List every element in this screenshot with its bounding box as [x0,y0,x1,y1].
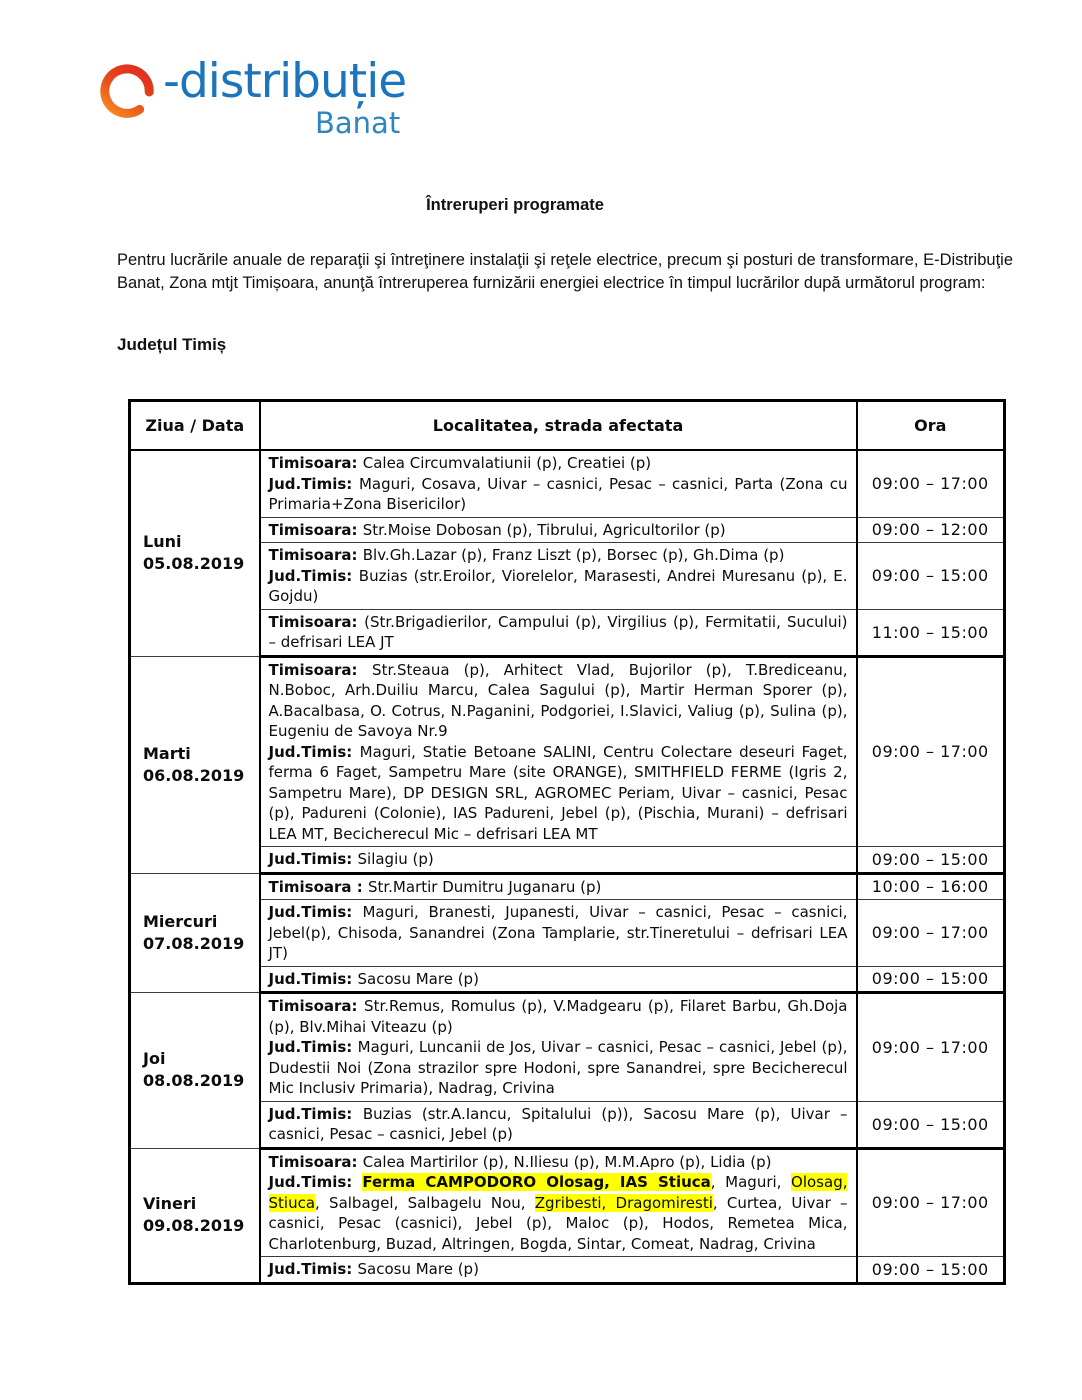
header-locality: Localitatea, strada afectata [260,401,857,451]
time-cell: 09:00 – 17:00 [857,656,1005,847]
locality-line [269,453,848,474]
day-cell [130,993,260,1149]
locality-line [269,1152,848,1173]
text-segment: Blv.Gh.Lazar (p), Franz Liszt (p), Borsec (p), Gh.Dima (p) [362,546,785,564]
text-segment: Maguri, Statie Betoane SALINI, Centru Colectare deseuri Faget, ferma 6 Faget, Sampetru Mare (site ORANGE), SMITHFIELD FERME (Igris 2, Sampetru Mare), DP DESIGN SRL, AGROMEC Periam, Uivar – casnici, Pesac (p), Padureni (Colonie), IAS Padureni, Jebel (p), (Pischia, Murani) – defrisari LEA MT, Becicherecul Mic – defrisari LEA MT [268,742,848,843]
table-row [130,993,1005,1102]
text-segment: Jud.Timis: [268,742,360,761]
text-segment: Maguri, Branesti, Jupanesti, Uivar – casnici, Pesac – casnici, Jebel(p), Chisoda, Sanandrei (Zona Tamplarie, str.Tineretului – defrisari LEA JT) [268,903,848,962]
county-heading: Județul Timiș [117,335,227,354]
locality-cell [260,993,857,1102]
day-cell [130,656,260,873]
header-day: Ziua / Data [130,401,260,451]
locality-line [269,660,848,742]
highlighted-text: Olosag, Stiuca [268,1173,848,1212]
time-cell: 09:00 – 17:00 [857,900,1005,967]
text-segment: Calea Martirilor (p), N.Iliesu (p), M.M.Apro (p), Lidia (p) [362,1152,772,1171]
locality-line [269,996,848,1037]
text-segment: Timisoara: [268,997,365,1015]
time-cell: 10:00 – 16:00 [857,873,1005,900]
highlighted-text: Ferma CAMPODORO Olosag, IAS Stiuca [362,1173,711,1191]
time-cell: 09:00 – 17:00 [857,1148,1005,1257]
day-cell [130,1148,260,1283]
day-name: Marti [143,743,191,763]
time-cell: 09:00 – 15:00 [857,543,1005,610]
text-segment: , Curtea, Uivar – casnici, Pesac (casnici), Jebel (p), Maloc (p), Hodos, Remetea Mica, Charlotenburg, Buzad, Altringen, Bogda, Sintar, Comeat, Nadrag, Crivina [268,1193,848,1253]
day-name: Miercuri [143,911,218,931]
locality-cell [260,1148,857,1257]
locality-cell [260,966,857,993]
locality-line [269,1037,848,1099]
locality-cell [260,1257,857,1284]
text-segment: Buzias (str.A.Iancu, Spitalului (p)), Sacosu Mare (p), Uivar – casnici, Pesac – casnici, Jebel (p) [268,1104,848,1143]
logo-region-text: Banat [315,106,401,140]
text-segment: Jud.Timis: [268,1173,363,1191]
locality-cell [260,450,857,517]
text-segment: Timisoara: [268,1152,363,1171]
table-row [130,1148,1005,1257]
table-row [130,450,1005,517]
locality-line [269,545,848,566]
locality-line [269,1104,848,1145]
intro-paragraph: Pentru lucrările anuale de reparaţii şi întreţinere instalaţii şi reţele electrice, precum şi posturi de transformare, E-Distribuţie Banat, Zona mtjt Timișoara, anunţă întreruperea furnizării energiei electrice în timpul lucrărilor după următorul program: [117,251,1013,292]
locality-cell [260,517,857,543]
text-segment: Timisoara : [268,877,368,896]
locality-line [269,1172,848,1254]
table-row [130,1257,1005,1284]
time-cell: 09:00 – 15:00 [857,1257,1005,1284]
time-cell: 09:00 – 15:00 [857,966,1005,993]
table-header-row [130,401,1005,451]
time-cell: 11:00 – 15:00 [857,609,1005,656]
text-segment: Timisoara: [268,612,365,631]
page-title: Întreruperi programate [426,196,604,214]
text-segment: Jud.Timis: [268,1104,363,1123]
locality-cell [260,609,857,656]
day-date: 06.08.2019 [143,765,245,785]
day-name: Joi [143,1049,166,1069]
company-logo [97,54,1013,140]
table-row [130,517,1005,543]
schedule-body [130,450,1005,1283]
time-cell: 09:00 – 12:00 [857,517,1005,543]
locality-line [269,1259,848,1280]
locality-line [269,612,848,653]
time-cell: 09:00 – 15:00 [857,847,1005,874]
locality-line [269,566,848,607]
text-segment: Buzias (str.Eroilor, Viorelelor, Marasesti, Andrei Muresanu (p), E. Gojdu) [268,566,848,605]
text-segment: Maguri, Cosava, Uivar – casnici, Pesac – casnici, Parta (Zona cu Primaria+Zona Bisericilor) [268,474,848,513]
table-row [130,873,1005,900]
text-segment: Jud.Timis: [268,1038,358,1056]
table-row [130,847,1005,874]
locality-line [269,902,848,964]
locality-line [269,520,848,541]
day-date: 05.08.2019 [143,554,245,574]
locality-line [269,969,848,990]
text-segment: Timisoara: [268,520,363,539]
text-segment: (Str.Brigadierilor, Campului (p), Virgilius (p), Fermitatii, Sucului) – defrisari LEA JT [268,612,848,651]
locality-line [269,877,848,898]
text-segment: Timisoara: [268,546,363,564]
table-row [130,1101,1005,1148]
text-segment: Str.Remus, Romulus (p), V.Madgearu (p), Filaret Barbu, Gh.Doja (p), Blv.Mihai Viteazu (p) [268,997,848,1036]
table-row [130,900,1005,967]
locality-cell [260,900,857,967]
text-segment: Sacosu Mare (p) [357,1260,479,1278]
locality-cell [260,847,857,874]
day-date: 08.08.2019 [143,1071,245,1091]
locality-cell [260,873,857,900]
text-segment: Jud.Timis: [268,850,358,868]
highlighted-text: Zgribesti, Dragomiresti [534,1193,713,1212]
text-segment: Jud.Timis: [268,566,359,585]
time-cell: 09:00 – 17:00 [857,450,1005,517]
time-cell: 09:00 – 17:00 [857,993,1005,1102]
locality-line [269,849,848,870]
day-date: 07.08.2019 [143,933,245,953]
day-cell [130,873,260,993]
text-segment: Str.Moise Dobosan (p), Tibrului, Agricultorilor (p) [362,520,726,539]
day-name: Vineri [143,1194,197,1213]
time-cell: 09:00 – 15:00 [857,1101,1005,1148]
table-row [130,966,1005,993]
text-segment: Jud.Timis: [268,903,363,921]
logo-brand-text: -distribuție [163,54,407,109]
text-segment: Calea Circumvalatiunii (p), Creatiei (p) [362,454,652,472]
table-row [130,656,1005,847]
text-segment: Str.Martir Dumitru Juganaru (p) [367,877,602,896]
day-cell [130,450,260,656]
text-segment: Jud.Timis: [268,969,358,988]
locality-line [269,474,848,515]
text-segment: Timisoara: [268,660,373,679]
locality-line [269,742,848,845]
text-segment: Jud.Timis: [268,474,359,493]
locality-cell [260,543,857,610]
day-date: 09.08.2019 [143,1216,245,1235]
outage-schedule-table [128,399,1006,1285]
text-segment: Maguri, Luncanii de Jos, Uivar – casnici, Pesac – casnici, Jebel (p), Dudestii Noi (Zona strazilor spre Hodoni, spre Sanandrei, spre Becicherecul Mic Inclusiv Primaria), Nadrag, Crivina [268,1038,848,1097]
header-time: Ora [857,401,1005,451]
text-segment: , Maguri, [710,1173,792,1191]
table-row [130,609,1005,656]
table-row [130,543,1005,610]
day-name: Luni [143,532,182,552]
text-segment: Sacosu Mare (p) [357,969,479,988]
locality-cell [260,656,857,847]
logo-e-icon [97,62,157,122]
text-segment: , Salbagel, Salbagelu Nou, [315,1193,535,1212]
text-segment: Jud.Timis: [268,1260,358,1278]
locality-cell [260,1101,857,1148]
text-segment: Str.Steaua (p), Arhitect Vlad, Bujorilor (p), T.Brediceanu, N.Boboc, Arh.Duiliu Marcu, Calea Sagului (p), Martir Herman Sporer (p), A.Bacalbasa, O. Cotrus, N.Paganini, Podgoriei, I.Slavici, Valiug (p), Sulina (p), Eugeniu de Savoya Nr.9 [268,660,848,740]
text-segment: Silagiu (p) [357,850,434,868]
text-segment: Timisoara: [268,454,363,472]
